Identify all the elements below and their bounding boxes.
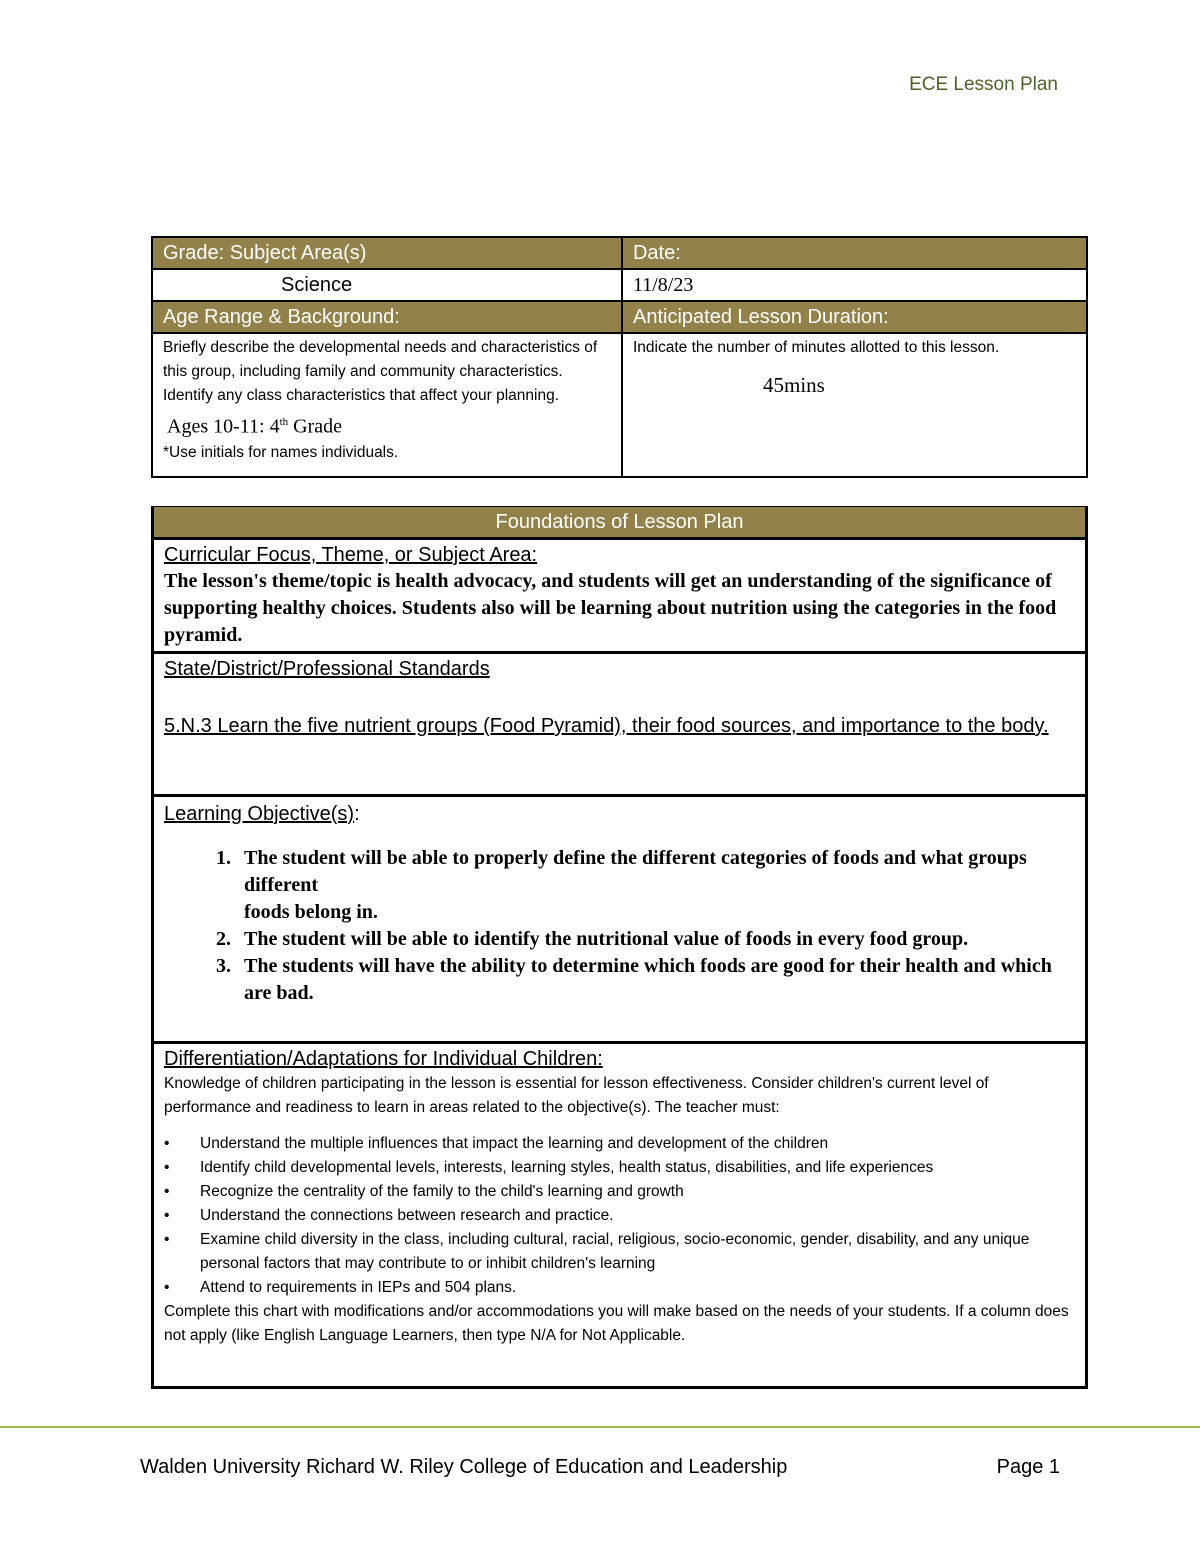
age-range-cell: [152, 333, 622, 477]
grade-date-header-row: [152, 237, 1087, 269]
objectives-row: [153, 796, 1087, 1043]
list-item: [164, 1132, 1075, 1156]
age-note: *Use initials for names individuals.: [163, 443, 399, 461]
age-description: Briefly describe the developmental needs and characteristics of this group, including family and community characteristics. Identify any class characteristics that affect your planning.: [163, 339, 598, 404]
list-item: [164, 1276, 1075, 1300]
list-item-text: Identify child developmental levels, interests, learning styles, health status, disabilities, and life experiences: [200, 1159, 934, 1176]
list-item-text: Understand the multiple influences that impact the learning and development of the children: [200, 1135, 829, 1152]
foundations-table: [151, 506, 1088, 1389]
grade-label: Grade: Subject Area(s): [152, 237, 622, 269]
bullet-icon: •: [164, 1279, 170, 1296]
list-item: [164, 1156, 1075, 1180]
differentiation-list: [164, 1132, 1075, 1300]
objective-item: [236, 953, 1075, 1007]
bullet-icon: •: [164, 1207, 170, 1224]
footer-institution: Walden University Richard W. Riley College of Education and Leadership: [140, 1456, 788, 1478]
objectives-cell: [153, 796, 1087, 1043]
age-value-suffix: Grade: [288, 415, 342, 438]
differentiation-row: [153, 1043, 1087, 1388]
footer-divider: [0, 1426, 1200, 1428]
age-duration-header-row: [152, 301, 1087, 333]
duration-label: Anticipated Lesson Duration:: [622, 301, 1087, 333]
curricular-cell: [153, 539, 1087, 653]
curricular-text: The lesson's theme/topic is health advocacy, and students will get an understanding of the significance of supporting healthy choices. Students also will be learning about nutrition using the categories in the food pyramid.: [164, 570, 1057, 646]
bullet-icon: •: [164, 1135, 170, 1152]
differentiation-intro: Knowledge of children participating in the lesson is essential for lesson effectiveness. Consider children's current level of performance and readiness to learn in areas related to the objective(s). The teacher must:: [164, 1075, 989, 1116]
footer-page-number: Page 1: [996, 1456, 1060, 1478]
age-value: [163, 408, 611, 441]
differentiation-cell: [153, 1043, 1087, 1388]
list-item-text: Examine child diversity in the class, including cultural, racial, religious, socio-economic, gender, disability, and any unique personal factors that may contribute to or inhibit children's learning: [200, 1231, 1030, 1272]
grade-value: Science: [152, 269, 622, 301]
list-item-text: Attend to requirements in IEPs and 504 plans.: [200, 1279, 517, 1296]
date-value: 11/8/23: [622, 269, 1087, 301]
list-item-text: Understand the connections between research and practice.: [200, 1207, 614, 1224]
objectives-list: [164, 845, 1075, 1007]
grade-date-value-row: [152, 269, 1087, 301]
standards-cell: [153, 653, 1087, 796]
list-item: [164, 1204, 1075, 1228]
foundations-title: Foundations of Lesson Plan: [153, 507, 1087, 539]
objective-1-continuation: foods belong in.: [244, 901, 378, 923]
objectives-heading: [164, 801, 1075, 827]
duration-value: 45mins: [762, 373, 825, 397]
differentiation-closing: Complete this chart with modifications and/or accommodations you will make based on the needs of your students. If a column does not apply (like English Language Learners, then type N/A for Not Applicable.: [164, 1303, 1069, 1344]
bullet-icon: •: [164, 1183, 170, 1200]
age-duration-content-row: [152, 333, 1087, 477]
lesson-info-table: [151, 236, 1088, 478]
standards-heading: State/District/Professional Standards: [164, 658, 490, 680]
foundations-header-row: [153, 507, 1087, 539]
list-item-text: Recognize the centrality of the family to the child's learning and growth: [200, 1183, 684, 1200]
objective-1-text: The student will be able to properly define the different categories of foods and what groups different: [244, 847, 1027, 896]
bullet-icon: •: [164, 1159, 170, 1176]
duration-description: Indicate the number of minutes allotted to this lesson.: [632, 339, 1000, 356]
document-label: ECE Lesson Plan: [909, 74, 1058, 95]
standards-row: [153, 653, 1087, 796]
differentiation-heading: Differentiation/Adaptations for Individual Children:: [164, 1048, 603, 1070]
age-value-sup: th: [279, 416, 289, 428]
standards-text: 5.N.3 Learn the five nutrient groups (Food Pyramid), their food sources, and importance to the body.: [164, 715, 1049, 737]
objective-2-text: The student will be able to identify the nutritional value of foods in every food group.: [244, 928, 969, 950]
objective-3-text: The students will have the ability to determine which foods are good for their health and which are bad.: [244, 955, 1052, 1004]
duration-cell: [622, 333, 1087, 477]
objectives-heading-text: Learning Objective(s): [164, 803, 355, 825]
objectives-heading-colon: :: [354, 803, 360, 825]
age-range-label: Age Range & Background:: [152, 301, 622, 333]
objective-item: [236, 926, 1075, 953]
curricular-row: [153, 539, 1087, 653]
age-value-prefix: Ages 10-11: 4: [167, 415, 280, 438]
list-item: [164, 1228, 1075, 1276]
objective-item: [236, 845, 1075, 926]
curricular-heading: Curricular Focus, Theme, or Subject Area:: [164, 544, 538, 566]
bullet-icon: •: [164, 1231, 170, 1248]
date-label: Date:: [622, 237, 1087, 269]
list-item: [164, 1180, 1075, 1204]
